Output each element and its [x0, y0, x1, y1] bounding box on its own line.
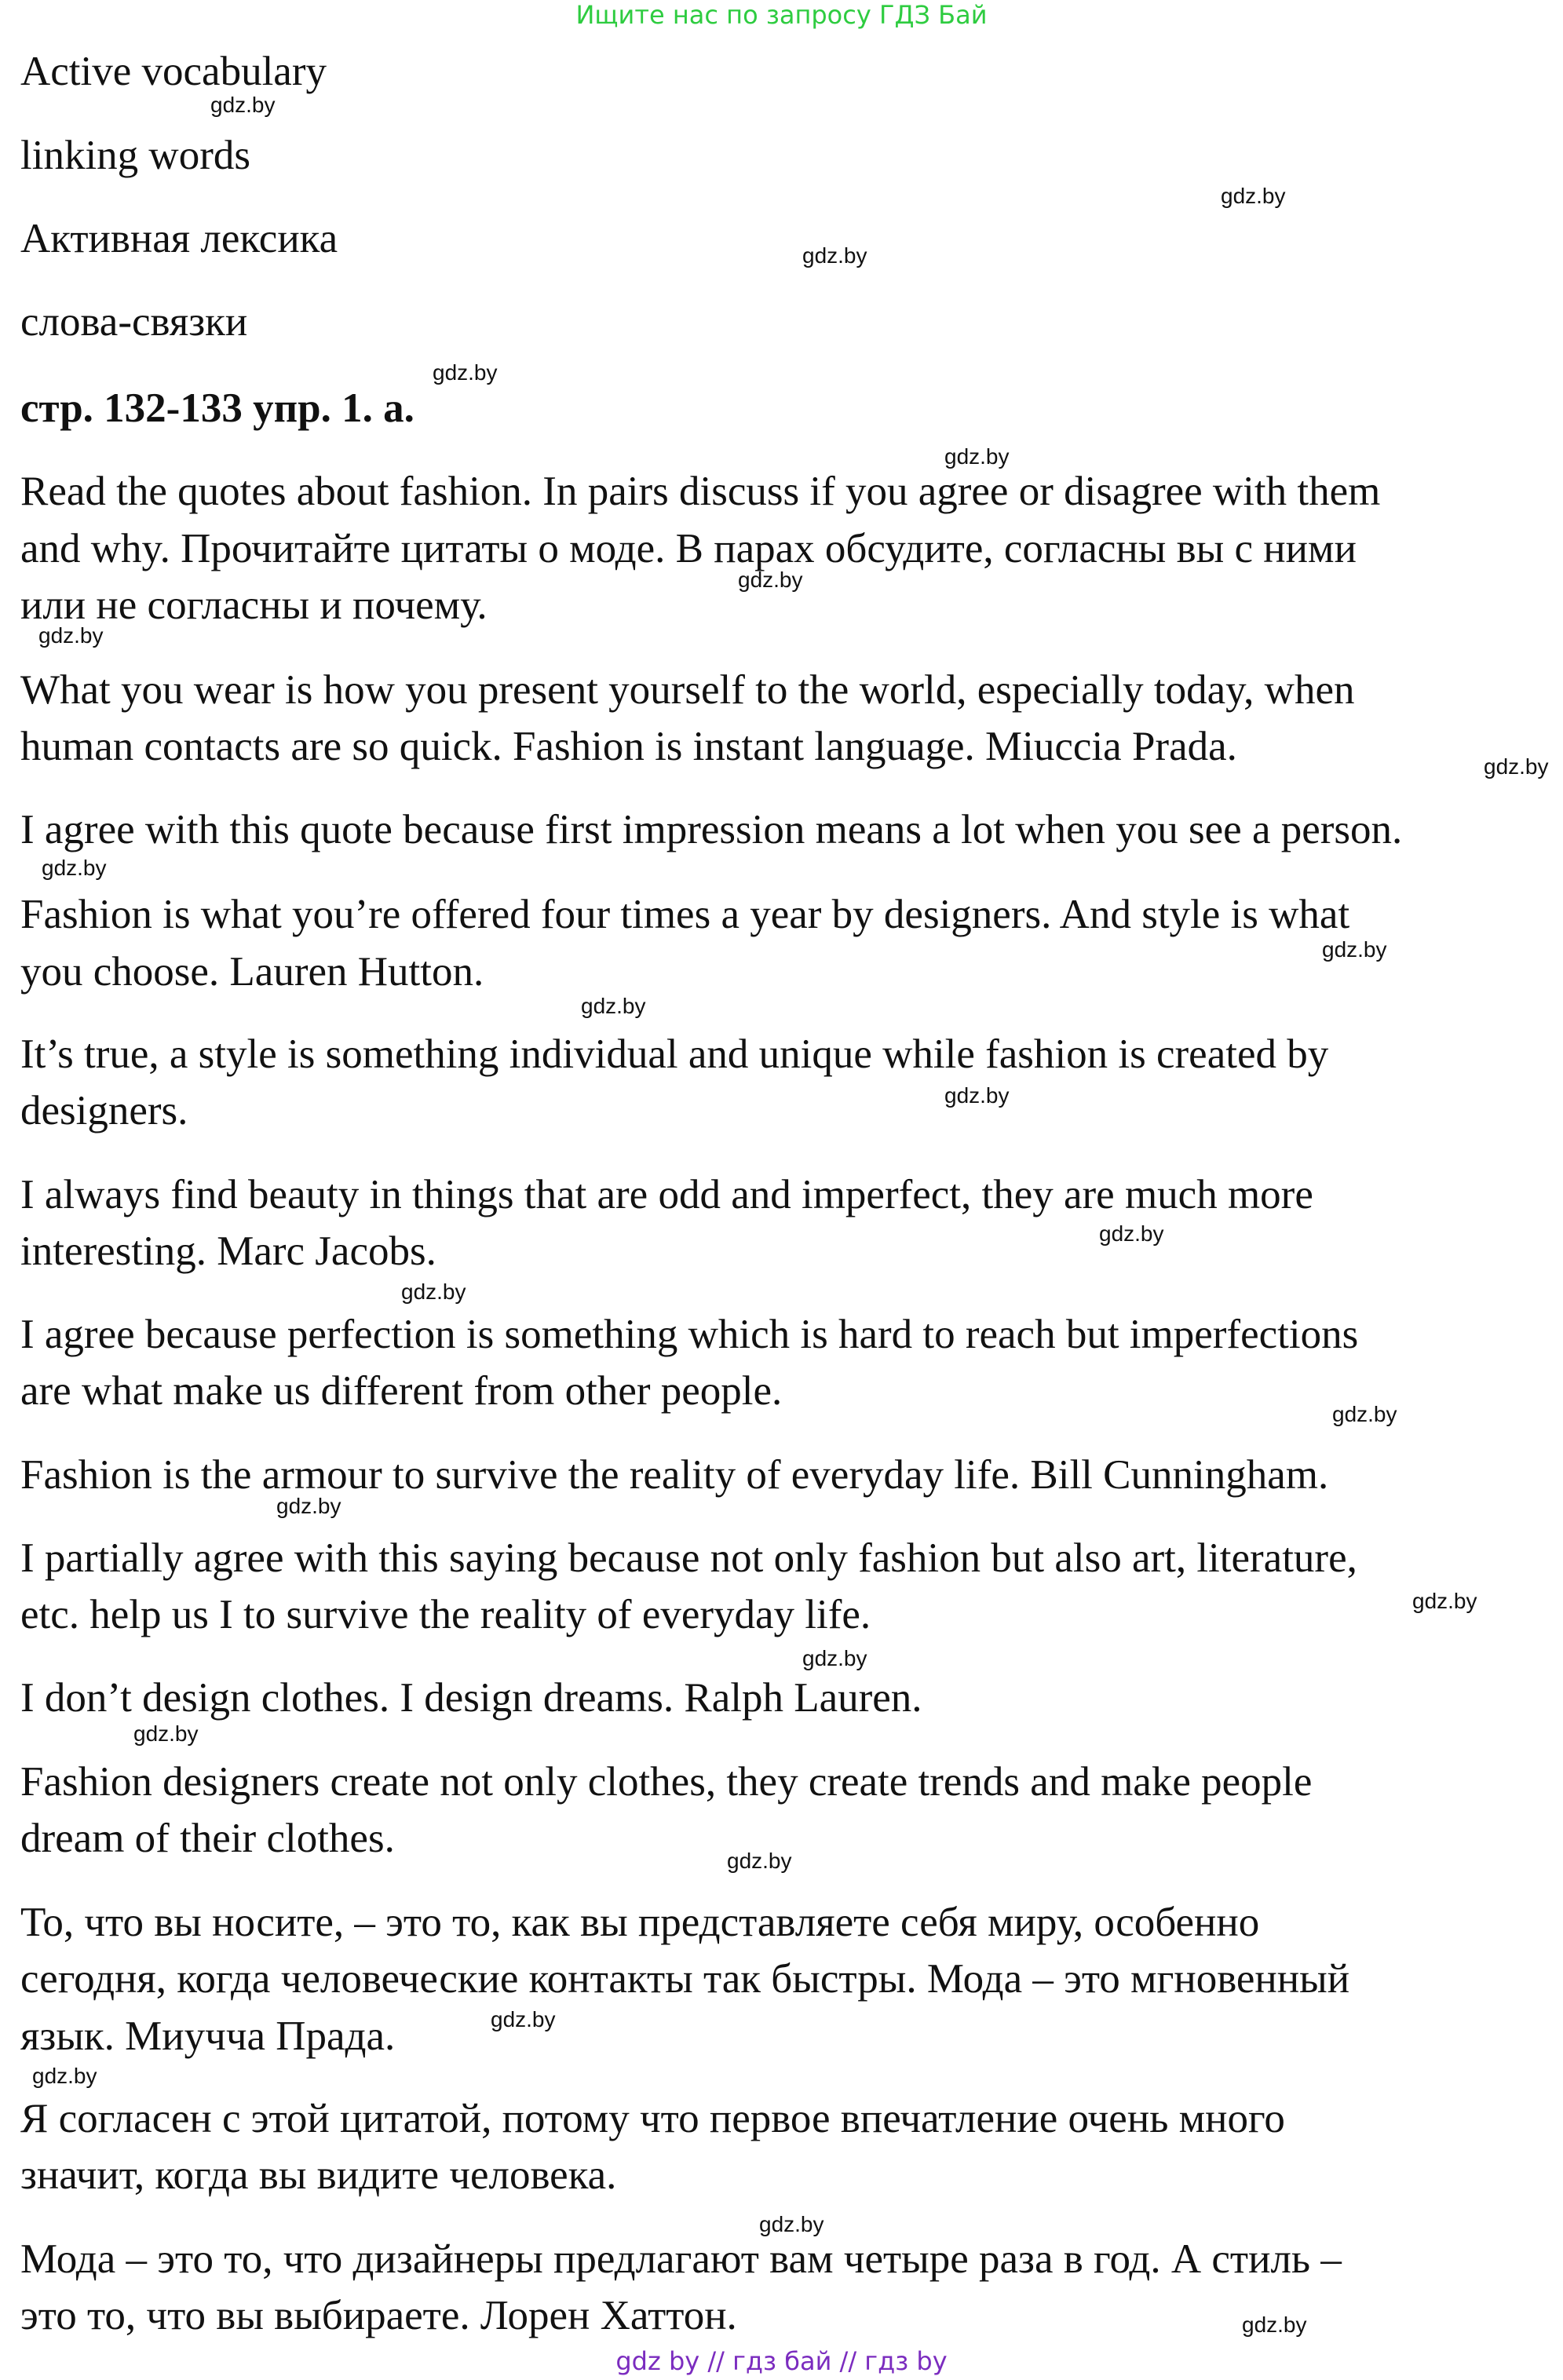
- heading-active-vocabulary: Active vocabulary: [20, 49, 327, 94]
- text-line: etc. help us I to survive the reality of everyday life.: [20, 1592, 871, 1637]
- text-line: It’s true, a style is something individual and unique while fashion is created by: [20, 1031, 1329, 1077]
- text-line: I don’t design clothes. I design dreams. Ralph Lauren.: [20, 1675, 922, 1721]
- watermark: gdz.by: [1242, 2312, 1307, 2337]
- watermark: gdz.by: [133, 1721, 199, 1746]
- watermark: gdz.by: [727, 1849, 792, 1873]
- text-line: Fashion designers create not only clothes, they create trends and make people: [20, 1759, 1313, 1805]
- text-line: What you wear is how you present yourself to the world, especially today, when: [20, 667, 1355, 713]
- text-line: I partially agree with this saying because not only fashion but also art, literature,: [20, 1535, 1357, 1581]
- text-line: designers.: [20, 1088, 188, 1133]
- text-line: I agree because perfection is something which is hard to reach but imperfections: [20, 1312, 1359, 1357]
- watermark: gdz.by: [1099, 1221, 1164, 1246]
- text-line: То, что вы носите, – это то, как вы представляете себя миру, особенно: [20, 1900, 1260, 1945]
- text-line: are what make us different from other people.: [20, 1368, 783, 1414]
- text-line: значит, когда вы видите человека.: [20, 2152, 617, 2198]
- text-line: Мода – это то, что дизайнеры предлагают вам четыре раза в год. А стиль –: [20, 2236, 1342, 2282]
- watermark: gdz.by: [433, 360, 498, 385]
- text-line: слова-связки: [20, 299, 248, 345]
- text-line: это то, что вы выбираете. Лорен Хаттон.: [20, 2293, 737, 2338]
- text-line: human contacts are so quick. Fashion is instant language. Miuccia Prada.: [20, 724, 1237, 769]
- text-line: dream of their clothes.: [20, 1816, 395, 1861]
- text-line: I agree with this quote because first impression means a lot when you see a person.: [20, 807, 1403, 852]
- watermark: gdz.by: [276, 1494, 341, 1518]
- watermark: gdz.by: [1332, 1402, 1397, 1426]
- text-line: Fashion is what you’re offered four times a year by designers. And style is what: [20, 892, 1350, 937]
- exercise-heading: стр. 132-133 упр. 1. а.: [20, 385, 414, 431]
- watermark: gdz.by: [944, 1083, 1010, 1108]
- text-line: Read the quotes about fashion. In pairs discuss if you agree or disagree with them: [20, 469, 1381, 514]
- watermark: gdz.by: [759, 2212, 824, 2236]
- watermark: gdz.by: [1221, 184, 1286, 208]
- watermark: gdz.by: [210, 93, 276, 117]
- text-line: язык. Миучча Прада.: [20, 2013, 396, 2059]
- watermark: gdz.by: [1412, 1589, 1477, 1613]
- watermark: gdz.by: [802, 1646, 867, 1670]
- watermark: gdz.by: [32, 2064, 97, 2088]
- text-line: I always find beauty in things that are odd and imperfect, they are much more: [20, 1172, 1313, 1217]
- watermark: gdz.by: [1484, 754, 1549, 779]
- watermark: gdz.by: [491, 2007, 556, 2031]
- watermark: gdz.by: [42, 856, 107, 880]
- text-line: сегодня, когда человеческие контакты так быстры. Мода – это мгновенный: [20, 1956, 1350, 2002]
- text-line: linking words: [20, 133, 250, 178]
- search-banner[interactable]: Ищите нас по запросу ГДЗ Бай: [575, 0, 988, 30]
- text-line: Я согласен с этой цитатой, потому что первое впечатление очень много: [20, 2096, 1285, 2141]
- text-line: Fashion is the armour to survive the reality of everyday life. Bill Cunningham.: [20, 1452, 1329, 1498]
- text-line: and why. Прочитайте цитаты о моде. В парах обсудите, согласны вы с ними: [20, 526, 1357, 571]
- text-line: Активная лексика: [20, 216, 338, 261]
- text-line: you choose. Lauren Hutton.: [20, 949, 484, 995]
- watermark: gdz.by: [802, 243, 867, 268]
- watermark: gdz.by: [581, 994, 646, 1018]
- watermark: gdz.by: [738, 568, 803, 592]
- watermark: gdz.by: [1322, 937, 1387, 962]
- footer-links[interactable]: gdz by // гдз бай // гдз by: [615, 2346, 948, 2376]
- watermark: gdz.by: [401, 1279, 466, 1304]
- watermark: gdz.by: [38, 623, 104, 648]
- text-line: interesting. Marc Jacobs.: [20, 1228, 436, 1274]
- watermark: gdz.by: [944, 444, 1010, 469]
- text-line: или не согласны и почему.: [20, 582, 488, 628]
